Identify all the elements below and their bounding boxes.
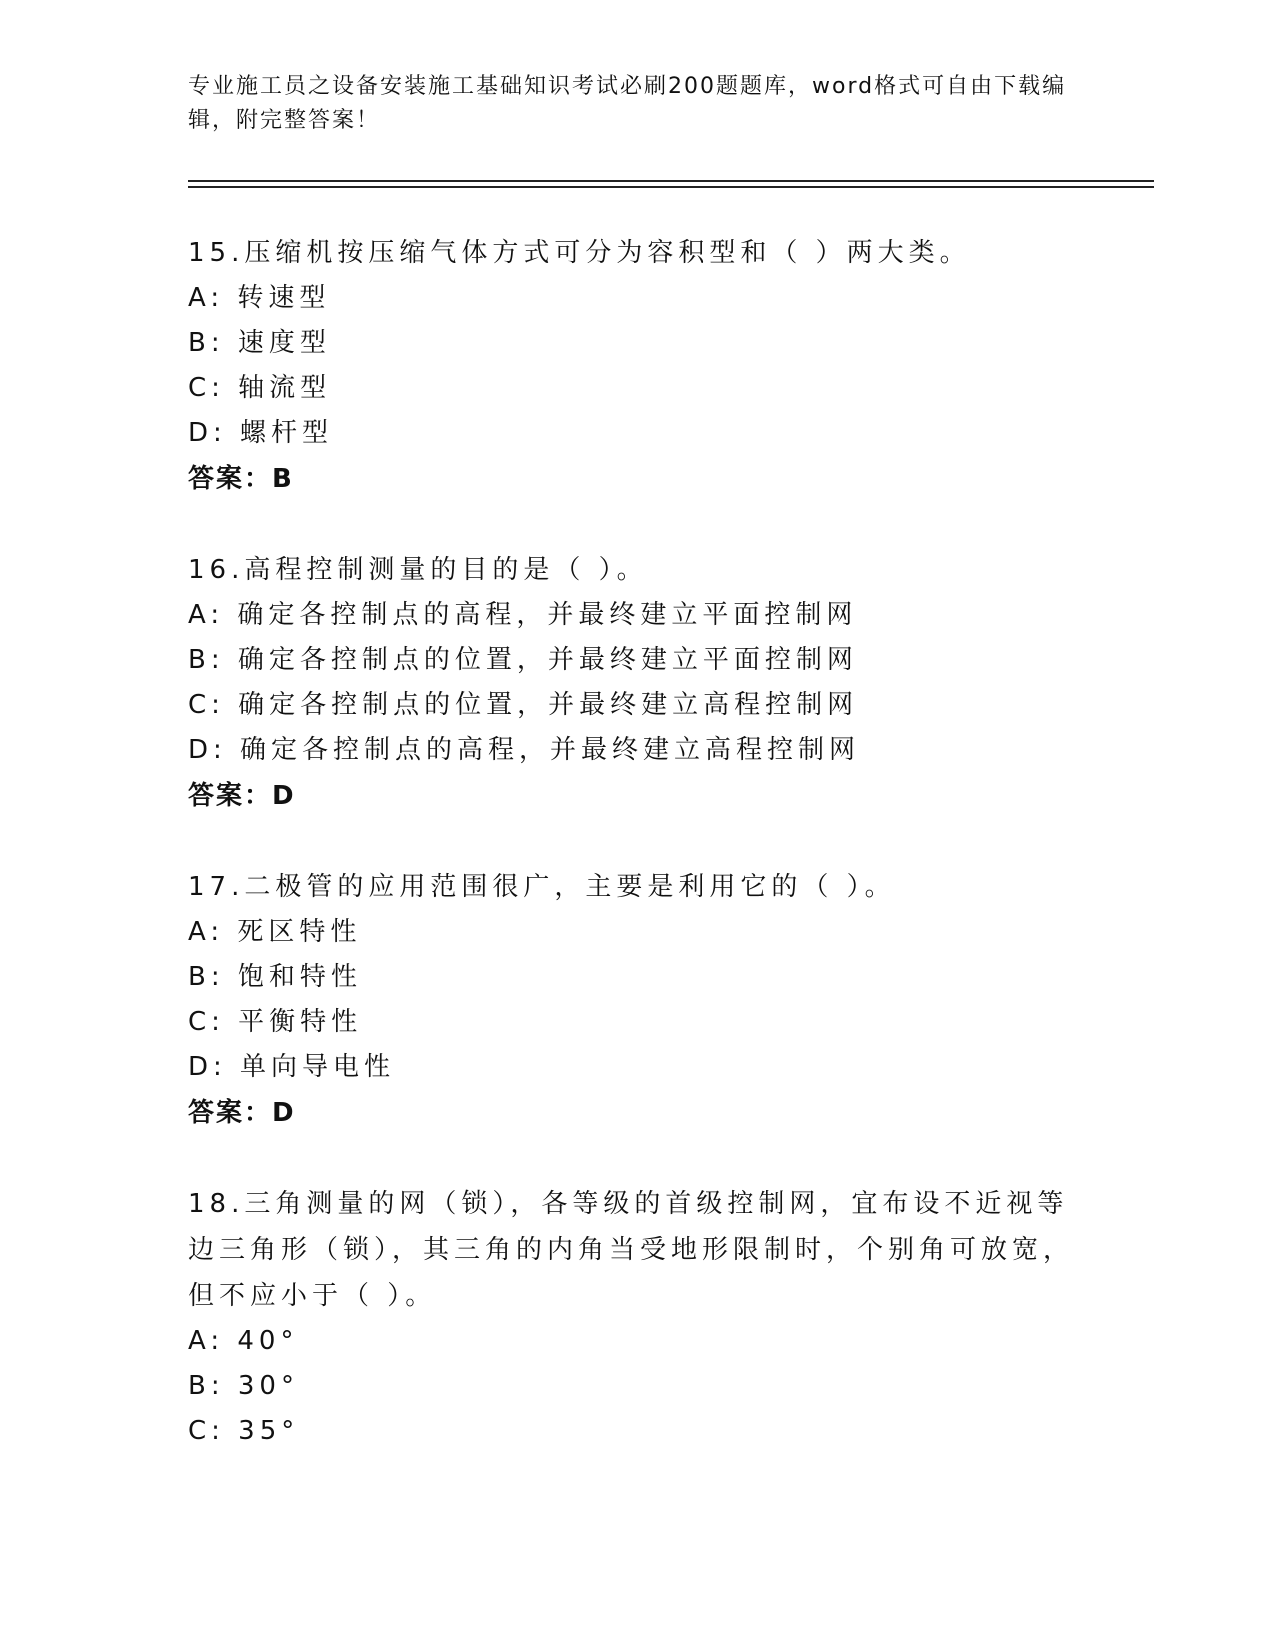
option-d: D: 螺杆型 xyxy=(188,418,334,448)
option-b: B: 速度型 xyxy=(188,328,331,358)
question-16 xyxy=(188,547,1088,819)
answer: 答案：D xyxy=(188,781,296,811)
question-list xyxy=(188,230,1088,1499)
answer: 答案：D xyxy=(188,1098,296,1128)
question-15 xyxy=(188,230,1088,502)
question-stem: 17.二极管的应用范围很广，主要是利用它的（ ）。 xyxy=(188,872,896,902)
option-a: A: 转速型 xyxy=(188,283,331,313)
question-17 xyxy=(188,864,1088,1136)
header-rule-top xyxy=(188,180,1154,182)
option-a: A: 死区特性 xyxy=(188,917,362,947)
option-d: D: 单向导电性 xyxy=(188,1052,396,1082)
answer: 答案：B xyxy=(188,464,294,494)
option-d: D: 确定各控制点的高程，并最终建立高程控制网 xyxy=(188,735,861,765)
header-rule-bottom xyxy=(188,186,1154,188)
question-stem: 15.压缩机按压缩气体方式可分为容积型和（ ）两大类。 xyxy=(188,238,971,268)
question-stem: 16.高程控制测量的目的是（ ）。 xyxy=(188,555,648,585)
option-c: C: 确定各控制点的位置，并最终建立高程控制网 xyxy=(188,690,859,720)
option-c: C: 轴流型 xyxy=(188,373,332,403)
document-header: 专业施工员之设备安装施工基础知识考试必刷200题题库，word格式可自由下载编辑，附完整答案！ xyxy=(188,74,1067,133)
question-18 xyxy=(188,1181,1088,1454)
option-b: B: 确定各控制点的位置，并最终建立平面控制网 xyxy=(188,645,858,675)
option-a: A: 确定各控制点的高程，并最终建立平面控制网 xyxy=(188,600,858,630)
option-b: B: 饱和特性 xyxy=(188,962,362,992)
option-c: C: 35° xyxy=(188,1416,300,1446)
option-b: B: 30° xyxy=(188,1371,299,1401)
option-c: C: 平衡特性 xyxy=(188,1007,363,1037)
option-a: A: 40° xyxy=(188,1326,299,1356)
question-stem: 18.三角测量的网（锁），各等级的首级控制网，宜布设不近视等边三角形（锁），其三角的内角当受地形限制时，个别角可放宽，但不应小于（ ）。 xyxy=(188,1189,1075,1311)
